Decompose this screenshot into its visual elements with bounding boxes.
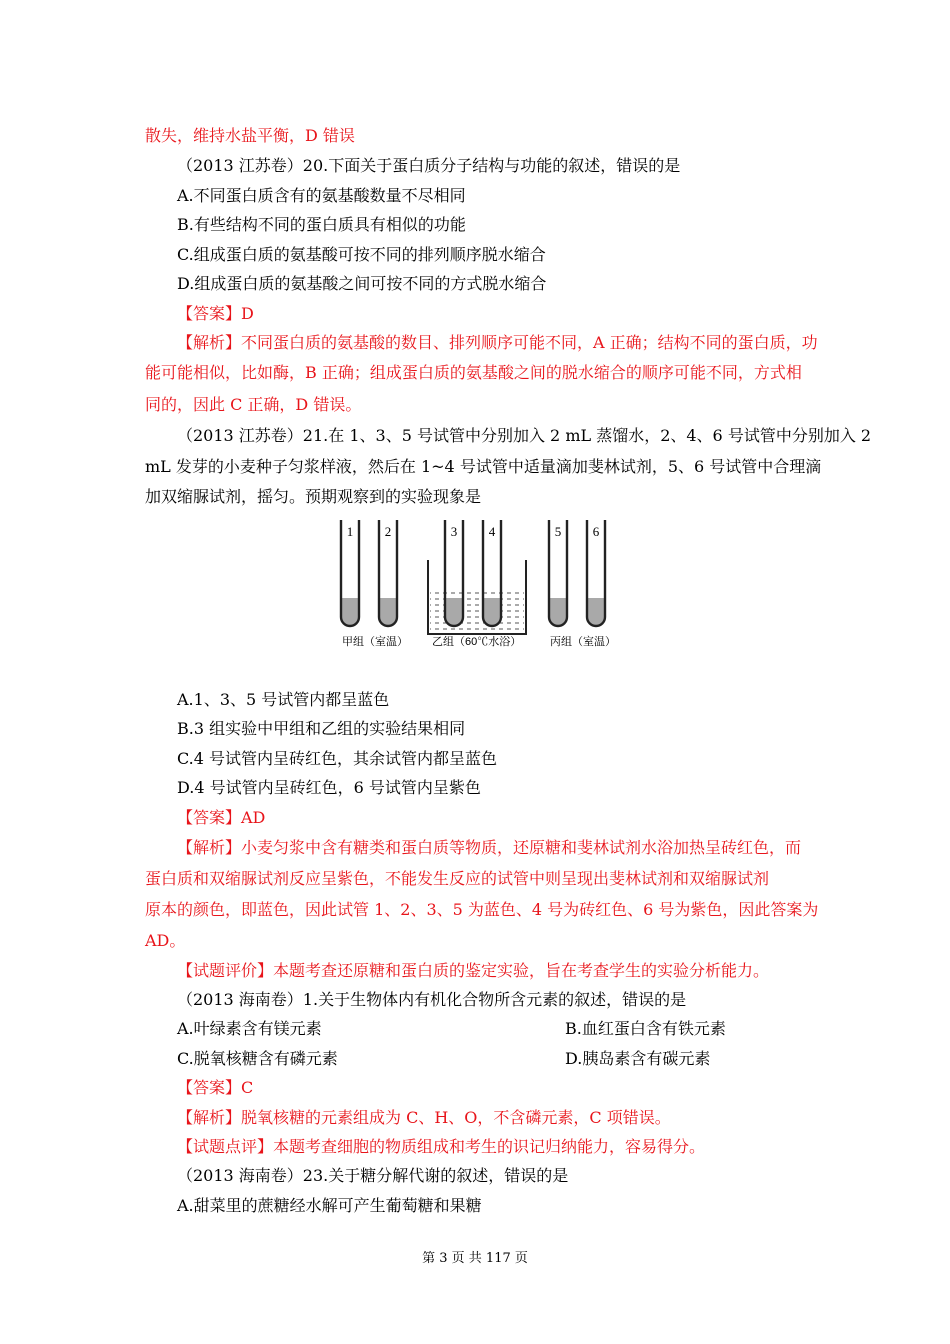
test-tube — [483, 520, 501, 626]
option-d: D.组成蛋白质的氨基酸之间可按不同的方式脱水缩合 — [177, 274, 547, 293]
question-21: mL 发芽的小麦种子匀浆样液，然后在 1~4 号试管中适量滴加斐林试剂，5、6 号试管中合理滴 — [145, 457, 822, 476]
answer: 【答案】D — [177, 304, 254, 323]
group-label: 甲组（室温） — [342, 636, 408, 648]
test-tube-figure — [330, 518, 620, 658]
explanation: 同的，因此 C 正确，D 错误。 — [145, 395, 362, 414]
option-b: B.血红蛋白含有铁元素 — [565, 1019, 726, 1038]
answer: 【答案】C — [177, 1078, 254, 1097]
explanation: 【解析】不同蛋白质的氨基酸的数目、排列顺序可能不同，A 正确；结构不同的蛋白质，功 — [177, 333, 818, 352]
tube-number: 4 — [488, 524, 496, 539]
answer: 【答案】AD — [177, 808, 266, 827]
explanation: AD。 — [145, 931, 186, 950]
option-a: A.甜菜里的蔗糖经水解可产生葡萄糖和果糖 — [177, 1196, 482, 1215]
explanation: 【解析】脱氧核糖的元素组成为 C、H、O，不含磷元素，C 项错误。 — [177, 1108, 671, 1127]
option-a: A.不同蛋白质含有的氨基酸数量不尽相同 — [177, 186, 466, 205]
option-d: D.胰岛素含有碳元素 — [565, 1049, 711, 1068]
tube-number: 5 — [554, 524, 562, 539]
option-d: D.4 号试管内呈砖红色，6 号试管内呈紫色 — [177, 778, 481, 797]
option-c: C.脱氧核糖含有磷元素 — [177, 1049, 338, 1068]
option-row — [177, 1019, 847, 1039]
explanation: 原本的颜色，即蓝色，因此试管 1、2、3、5 为蓝色、4 号为砖红色、6 号为紫色，因此答案为 — [145, 900, 819, 919]
text-line: 散失，维持水盐平衡，D 错误 — [145, 126, 355, 145]
question-21: （2013 江苏卷）21.在 1、3、5 号试管中分别加入 2 mL 蒸馏水，2、4、6 号试管中分别加入 2 — [177, 426, 872, 445]
test-tube — [549, 520, 567, 626]
evaluation: 【试题点评】本题考查细胞的物质组成和考生的识记归纳能力，容易得分。 — [177, 1137, 706, 1156]
group-label: 丙组（室温） — [550, 636, 616, 648]
page-footer: 第 3 页 共 117 页 — [422, 1251, 528, 1266]
tube-number: 3 — [450, 524, 458, 539]
option-c: C.4 号试管内呈砖红色，其余试管内都呈蓝色 — [177, 749, 498, 768]
question-23: （2013 海南卷）23.关于糖分解代谢的叙述，错误的是 — [177, 1166, 569, 1185]
option-a: A.1、3、5 号试管内都呈蓝色 — [177, 690, 390, 709]
tube-number: 1 — [346, 524, 354, 539]
question-1: （2013 海南卷）1.关于生物体内有机化合物所含元素的叙述，错误的是 — [177, 990, 687, 1009]
option-c: C.组成蛋白质的氨基酸可按不同的排列顺序脱水缩合 — [177, 245, 546, 264]
tube-number: 2 — [384, 524, 392, 539]
test-tube — [379, 520, 397, 626]
tube-number: 6 — [592, 524, 600, 539]
question-21: 加双缩脲试剂，摇匀。预期观察到的实验现象是 — [145, 487, 482, 506]
test-tube — [445, 520, 463, 626]
option-b: B.3 组实验中甲组和乙组的实验结果相同 — [177, 719, 466, 738]
evaluation: 【试题评价】本题考查还原糖和蛋白质的鉴定实验，旨在考查学生的实验分析能力。 — [177, 961, 770, 980]
explanation: 蛋白质和双缩脲试剂反应呈紫色，不能发生反应的试管中则呈现出斐林试剂和双缩脲试剂 — [145, 869, 770, 888]
option-b: B.有些结构不同的蛋白质具有相似的功能 — [177, 215, 466, 234]
question-20: （2013 江苏卷）20.下面关于蛋白质分子结构与功能的叙述，错误的是 — [177, 156, 681, 175]
option-row — [177, 1049, 847, 1069]
explanation: 能可能相似，比如酶，B 正确；组成蛋白质的氨基酸之间的脱水缩合的顺序可能不同，方式相 — [145, 363, 802, 382]
explanation: 【解析】小麦匀浆中含有糖类和蛋白质等物质，还原糖和斐林试剂水浴加热呈砖红色，而 — [177, 838, 802, 857]
option-a: A.叶绿素含有镁元素 — [177, 1019, 322, 1038]
group-label: 乙组（60℃水浴） — [432, 636, 522, 648]
test-tube — [341, 520, 359, 626]
test-tube — [587, 520, 605, 626]
